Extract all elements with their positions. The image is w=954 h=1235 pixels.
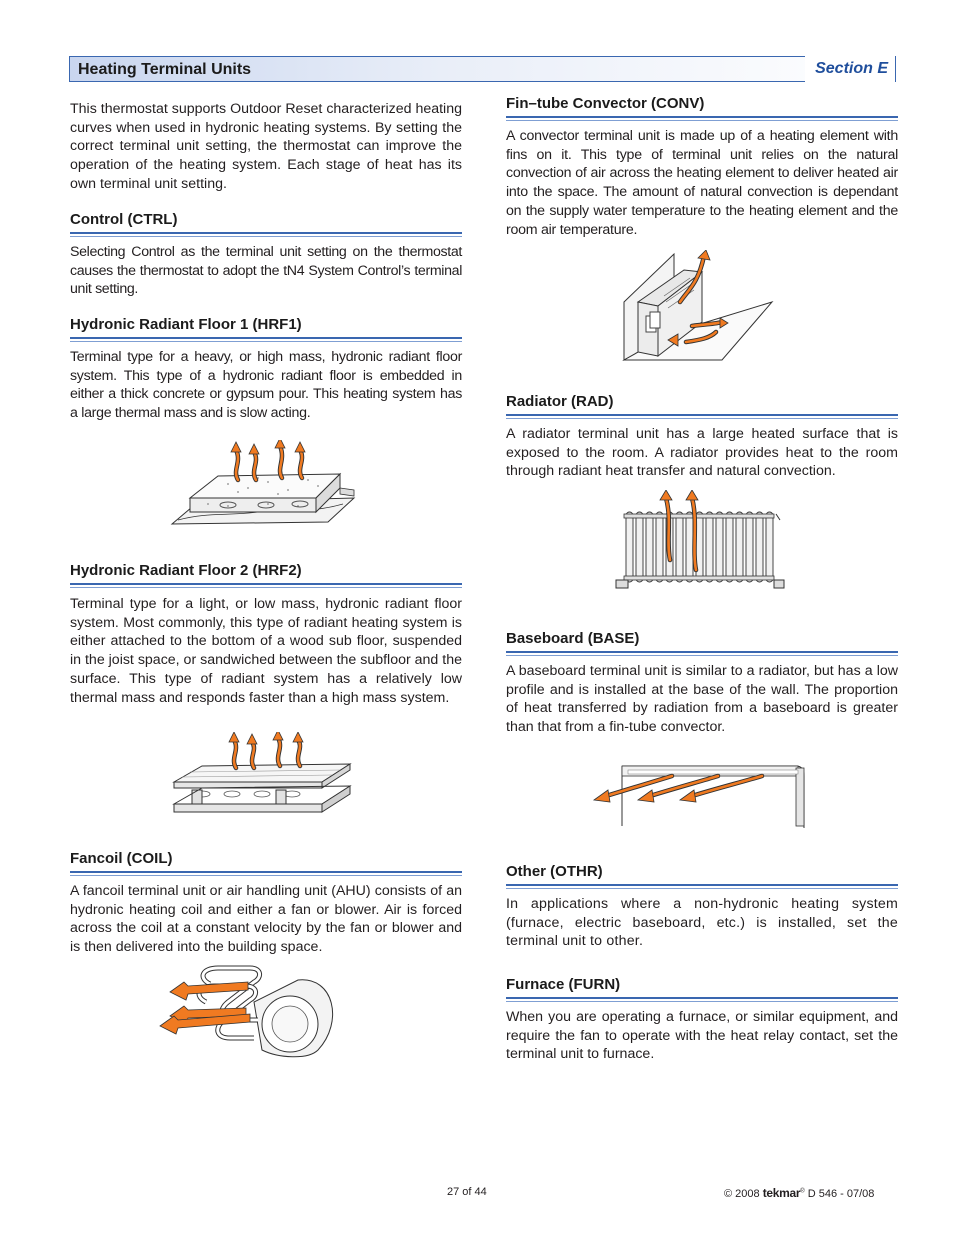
footer-copyright <box>724 1186 874 1200</box>
radiator-fin <box>636 512 643 582</box>
section-label: Section E <box>805 56 895 82</box>
paragraph-furn: When you are operating a furnace, or similar equipment, and require the fan to operate with the heat relay contact, set the terminal unit to furnace. <box>506 1009 898 1063</box>
fancoil-illustration <box>158 962 344 1062</box>
radiator-illustration <box>610 490 786 602</box>
page-title: Heating Terminal Units <box>78 61 252 78</box>
paragraph-rad: A radiator terminal unit has a large heated surface that is exposed to the room. A radiator provides heat to the room through radiant heat transfer and natural convection. <box>506 426 898 480</box>
convector-illustration <box>622 250 774 362</box>
baseboard-illustration <box>592 760 806 830</box>
paragraph-ctrl: Selecting Control as the terminal unit setting on the thermostat causes the thermostat to adopt the tN4 System Control’s terminal unit setting. <box>70 244 462 298</box>
radiator-fin <box>656 512 663 582</box>
heading-ctrl: Control (CTRL) <box>70 211 462 234</box>
heading-othr: Other (OTHR) <box>506 863 898 886</box>
paragraph-base: A baseboard terminal unit is similar to a radiator, but has a low profile and is installed at the base of the wall. The proportion of heat transferred by radiation from a baseboard is greater than that from a fin-tube convector. <box>506 663 898 736</box>
paragraph-hrf1: Terminal type for a heavy, or high mass, hydronic radiant floor system. This type of a hydronic radiant floor is embedded in either a thick concrete or gypsum pour. This heating system has a large thermal mass and is slow acting. <box>70 349 462 422</box>
radiator-fin <box>766 512 773 582</box>
radiator-fin <box>686 512 693 582</box>
heading-furn: Furnace (FURN) <box>506 976 898 999</box>
heading-base: Baseboard (BASE) <box>506 630 898 653</box>
radiator-fin <box>646 512 653 582</box>
hrf1-floor-illustration <box>168 440 358 528</box>
paragraph-hrf2: Terminal type for a light, or low mass, hydronic radiant floor system. Most commonly, this type of radiant heating system is either attached to the bottom of a wood sub floor, suspended in the joist space, or sandwiched between the subfloor and the surface. This type of radiant system has a relatively low thermal mass and responds faster than a high mass system. <box>70 596 462 706</box>
heading-hrf2: Hydronic Radiant Floor 2 (HRF2) <box>70 562 462 585</box>
heading-rad: Radiator (RAD) <box>506 393 898 416</box>
hrf2-floor-illustration <box>172 732 352 816</box>
radiator-fin <box>626 512 633 582</box>
section-header-bar <box>69 56 896 82</box>
radiator-fin <box>716 512 723 582</box>
radiator-fin <box>676 512 683 582</box>
trademark-symbol: ® <box>800 1188 805 1195</box>
paragraph-conv: A convector terminal unit is made up of a heating element with fins on it. This type of terminal unit relies on the natural convection of air across the heating element to deliver heated air into the space. The amount of natural convection is dependant on the supply water temperature to the heating element and the room air temperature. <box>506 128 898 238</box>
tekmar-logo: tekmar <box>762 1186 801 1200</box>
radiator-fin <box>706 512 713 582</box>
radiator-fin <box>726 512 733 582</box>
heading-conv: Fin–tube Convector (CONV) <box>506 95 898 118</box>
radiator-fin <box>756 512 763 582</box>
paragraph-othr: In applications where a non-hydronic heating system (furnace, electric baseboard, etc.) is installed, set the terminal unit to other. <box>506 896 898 950</box>
document-number: D 546 - 07/08 <box>807 1188 875 1200</box>
page-number: 27 of 44 <box>447 1186 487 1198</box>
copyright-year: © 2008 <box>724 1188 760 1200</box>
heading-coil: Fancoil (COIL) <box>70 850 462 873</box>
paragraph-coil: A fancoil terminal unit or air handling unit (AHU) consists of an hydronic heating coil and either a fan or blower. Air is forced across the coil at a constant velocity by the fan or blower and is then delivered into the building space. <box>70 883 462 956</box>
radiator-fin <box>736 512 743 582</box>
intro-paragraph: This thermostat supports Outdoor Reset characterized heating curves when used in hydronic heating systems. By setting the correct terminal unit setting, the thermostat can improve the operation of the heating system. Each stage of heat has its own terminal unit setting. <box>70 101 462 192</box>
radiator-fin <box>746 512 753 582</box>
heading-hrf1: Hydronic Radiant Floor 1 (HRF1) <box>70 316 462 339</box>
